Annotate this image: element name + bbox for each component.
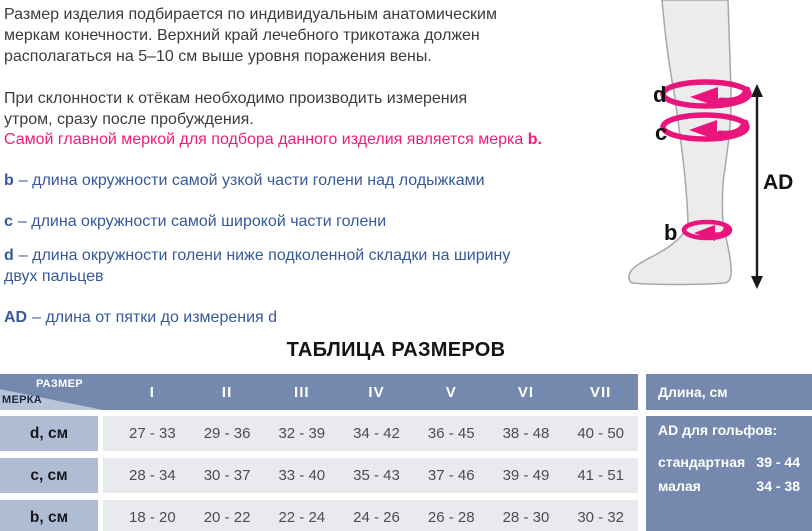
- corner-label-measure: МЕРКА: [2, 394, 42, 406]
- column-headers: [103, 374, 638, 410]
- size-cell: 34 - 42: [353, 425, 400, 442]
- length-row-standard-value: 39 - 44: [756, 454, 800, 470]
- table-row-d: [0, 416, 638, 451]
- size-cell: 36 - 45: [427, 425, 475, 442]
- size-cell: 20 - 22: [203, 509, 251, 526]
- size-cell: 28 - 30: [502, 509, 550, 526]
- column-header-2: II: [221, 383, 233, 401]
- definition-b-term: b: [4, 172, 14, 189]
- definition-c-text: – длина окружности самой широкой части голени: [17, 213, 387, 230]
- column-header-5: V: [445, 383, 457, 401]
- size-cell: 28 - 34: [129, 467, 176, 484]
- diagram-label-ad: AD: [763, 171, 794, 194]
- definition-ad-text: – длина от пятки до измерения d: [32, 309, 278, 326]
- size-table-header: [0, 374, 638, 410]
- corner-label-size: РАЗМЕР: [36, 378, 83, 390]
- size-cell: 30 - 32: [577, 509, 625, 526]
- size-cell: 22 - 24: [278, 509, 326, 526]
- definition-d-text: – длина окружности голени ниже подколенной складки на ширину двух пальцев: [4, 247, 511, 285]
- size-cell: 37 - 46: [427, 467, 475, 484]
- definition-c: [4, 211, 608, 232]
- length-panel-subheader: AD для гольфов:: [658, 422, 778, 438]
- leg-measurement-diagram: [620, 0, 812, 300]
- table-row-b: [0, 500, 638, 531]
- definition-d-term: d: [4, 247, 14, 264]
- size-cell: 26 - 28: [427, 509, 475, 526]
- size-cell: 29 - 36: [203, 425, 251, 442]
- length-panel-header: Длина, см: [646, 374, 812, 410]
- key-measure-note-term: b.: [527, 131, 542, 148]
- row-c-cells: [103, 458, 638, 493]
- size-cell: 40 - 50: [577, 425, 625, 442]
- row-label-b: b, см: [0, 500, 98, 531]
- size-table-title: ТАБЛИЦА РАЗМЕРОВ: [286, 339, 506, 361]
- table-row-c: [0, 458, 638, 493]
- definition-ad-term: AD: [4, 309, 28, 326]
- column-header-6: VI: [517, 383, 535, 401]
- ad-length-arrow: [751, 84, 763, 289]
- size-cell: 27 - 33: [129, 425, 176, 442]
- size-cell: 18 - 20: [129, 509, 176, 526]
- size-cell: 38 - 48: [502, 425, 550, 442]
- table-corner-cell: [0, 374, 103, 410]
- intro-paragraph-2: При склонности к отёкам необходимо производить измерения утром, сразу после пробуждения.: [4, 90, 468, 128]
- column-header-7: VII: [590, 383, 612, 401]
- row-d-cells: [103, 416, 638, 451]
- length-row-small-label: малая: [658, 478, 701, 494]
- length-panel-body: [646, 416, 812, 531]
- size-cell: 35 - 43: [353, 467, 400, 484]
- definition-b: [4, 170, 608, 191]
- key-measure-note: [4, 129, 608, 150]
- column-header-4: IV: [368, 383, 385, 401]
- definition-d: [4, 245, 608, 287]
- diagram-label-c: c: [655, 120, 668, 145]
- size-cell: 41 - 51: [577, 467, 625, 484]
- intro-paragraph-1: Размер изделия подбирается по индивидуальным анатомическим меркам конечности. Верхний край лечебного трикотажа должен располагаться на 5–10 см выше уровня поражения вены.: [4, 6, 497, 65]
- size-cell: 32 - 39: [278, 425, 326, 442]
- leg-silhouette-shape: [629, 0, 731, 285]
- diagram-label-b: b: [664, 220, 678, 245]
- row-label-d: d, см: [0, 416, 98, 451]
- size-cell: 33 - 40: [278, 467, 326, 484]
- key-measure-note-text: Самой главной меркой для подбора данного изделия является мерка: [4, 131, 528, 148]
- column-header-3: III: [294, 383, 310, 401]
- length-row-standard: [658, 455, 800, 470]
- size-cell: 30 - 37: [203, 467, 251, 484]
- length-row-standard-label: стандартная: [658, 454, 746, 470]
- row-b-cells: [103, 500, 638, 531]
- definition-b-text: – длина окружности самой узкой части голени над лодыжками: [18, 172, 485, 189]
- definition-ad: [4, 307, 608, 328]
- size-cell: 24 - 26: [353, 509, 400, 526]
- column-header-1: I: [149, 383, 155, 401]
- length-row-small: [658, 479, 800, 494]
- diagram-label-d: d: [653, 82, 667, 107]
- definition-c-term: c: [4, 213, 13, 230]
- row-label-c: c, см: [0, 458, 98, 493]
- size-table: [0, 374, 638, 531]
- length-row-small-value: 34 - 38: [756, 478, 800, 494]
- size-cell: 39 - 49: [502, 467, 550, 484]
